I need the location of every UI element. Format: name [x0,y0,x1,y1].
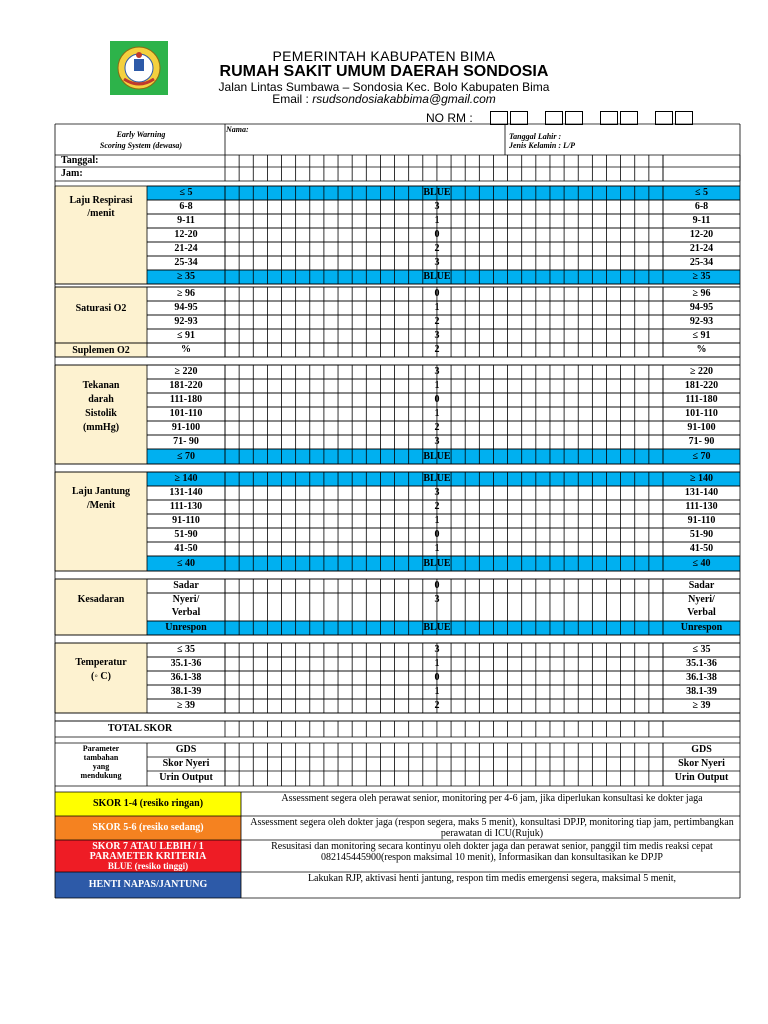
score-value: 1 [434,543,440,554]
range-left: ≥ 96 [177,288,195,299]
range-left: 91-100 [171,422,201,433]
param-tambahan-label: mendukung [80,771,122,780]
score-value: BLUE [423,271,451,282]
score-value: 3 [434,366,440,377]
range-left: 101-110 [169,408,203,419]
range-left: 91-110 [172,515,200,526]
range-left: 41-50 [174,543,198,554]
section-saturasi-label: Saturasi O2 [75,303,127,314]
range-right: 51-90 [689,529,714,540]
range-left: Nyeri/ [172,594,200,605]
section-suplemen-label: Suplemen O2 [72,345,130,356]
spacer-row [55,357,740,365]
range-left: ≤ 40 [177,558,195,569]
range-left: 181-220 [169,380,203,391]
range-left: 35.1-36 [170,658,202,669]
score-value: 3 [434,644,440,655]
tgl-lahir-label: Tanggal Lahir : [509,132,562,141]
param-label-fill [55,579,147,635]
section-tekanan-darah-label: Tekanan [82,380,120,391]
section-kesadaran-label: Kesadaran [77,594,125,605]
score-value: 1 [434,215,440,226]
range-left: Unrespon [165,622,207,633]
range-left: Verbal [171,607,201,618]
range-right: 38.1-39 [686,686,717,697]
range-right: 41-50 [689,543,714,554]
param-right: Urin Output [674,772,729,783]
header-address: Jalan Lintas Sumbawa – Sondosia Kec. Bolo Kabupaten Bima [218,80,550,94]
range-right: Nyeri/ [688,594,715,605]
nama-label: Nama: [226,125,249,134]
range-right: Verbal [687,607,716,618]
range-left: 21-24 [174,243,198,254]
range-right: 94-95 [689,302,714,313]
legend-henti-text: Lakukan RJP, aktivasi henti jantung, respon tim medis emergensi segera, maksimal 5 menit, [307,873,677,884]
score-value: 2 [434,422,440,433]
range-right: ≤ 91 [692,330,711,341]
range-right: 181-220 [684,380,719,391]
score-value: 1 [434,302,440,313]
range-right: 12-20 [689,229,714,240]
section-tekanan-darah-label: Sistolik [85,408,117,419]
range-left: ≥ 35 [177,271,195,282]
param-tambahan-label: tambahan [83,753,119,762]
param-left: Urin Output [159,772,213,783]
legend-sedang-label: SKOR 5-6 (resiko sedang) [92,822,204,833]
spacer-row [55,635,740,643]
range-right: 111-180 [685,394,718,405]
spacer-row [55,571,740,579]
score-value: 2 [434,316,440,327]
score-value: 2 [434,344,440,355]
section-laju-respirasi-label: Laju Respirasi [69,195,133,206]
score-value: BLUE [423,473,451,484]
range-left: % [181,344,191,355]
score-value: 3 [434,257,440,268]
range-left: 111-180 [169,394,203,405]
range-right: % [696,344,707,355]
score-value: BLUE [423,451,451,462]
score-value: 1 [434,515,440,526]
range-right: 91-110 [687,515,716,526]
range-right: ≥ 39 [692,700,711,711]
score-value: 0 [434,229,440,240]
range-left: ≤ 70 [177,451,195,462]
score-value: 2 [434,700,440,711]
range-left: 92-93 [174,316,198,327]
jam-label: Jam: [61,168,83,179]
legend-tinggi-line3: BLUE (resiko tinggi) [107,861,189,871]
param-right: GDS [691,744,712,755]
total-skor-label: TOTAL SKOR [107,723,173,734]
legend-tinggi-line2: PARAMETER KRITERIA [89,851,207,862]
range-right: 101-110 [685,408,718,419]
param-left: GDS [175,744,197,755]
range-left: 51-90 [174,529,198,540]
range-left: ≤ 5 [179,187,193,198]
range-left: Sadar [173,580,199,591]
score-value: 1 [434,658,440,669]
range-left: ≤ 91 [177,330,195,341]
section-laju-jantung-label: Laju Jantung [71,486,131,497]
param-tambahan-label: Parameter [82,744,120,753]
header-line-government: PEMERINTAH KABUPATEN BIMA [272,48,496,64]
section-tekanan-darah-label: (mmHg) [82,422,120,433]
score-value: 2 [434,243,440,254]
range-right: ≤ 40 [692,558,711,569]
legend-ringan-label: SKOR 1-4 (resiko ringan) [92,798,204,809]
score-value: BLUE [423,187,451,198]
jenis-kelamin-label: Jenis Kelamin : L/P [509,141,575,150]
range-right: 71- 90 [688,436,715,447]
range-right: ≤ 35 [692,644,711,655]
range-left: ≥ 140 [174,473,198,484]
range-right: 131-140 [684,487,719,498]
score-value: 3 [434,330,440,341]
range-left: ≥ 39 [177,700,195,711]
score-value: 3 [434,436,440,447]
score-value: 1 [434,380,440,391]
range-right: Unrespon [680,622,723,633]
range-left: 131-140 [169,487,203,498]
score-value: 0 [434,580,440,591]
range-right: 9-11 [692,215,711,226]
range-left: 25-34 [174,257,198,268]
range-right: ≥ 140 [690,473,713,484]
score-value: 3 [434,487,440,498]
score-value: 0 [434,672,440,683]
header-email-label: Email : [272,92,313,106]
range-right: ≥ 220 [690,366,713,377]
legend-tinggi-text: Resusitasi dan monitoring secara kontinyu oleh dokter jaga dan perawat senior, panggil tim medis reaksi cepat 082145445900(respon maksimal 10 menit), Informasikan dan konsultasikan ke DPJP [271,841,713,863]
range-left: 94-95 [174,302,198,313]
score-value: 3 [434,594,440,605]
legend-sedang-text: Assessment segera oleh dokter jaga (respon segera, maks 5 menit), konsultasi DPJP, monitoring tiap jam, pertimbangkan perawatan di ICU(Rujuk) [250,817,734,839]
score-value: BLUE [423,622,451,633]
range-right: 111-130 [685,501,718,512]
ews-title: Early Warning [116,130,166,139]
range-right: 92-93 [689,316,714,327]
section-laju-jantung-label: /Menit [86,500,116,511]
range-left: 6-8 [179,201,193,212]
legend-tinggi-line1: SKOR 7 ATAU LEBIH / 1 [92,841,204,852]
param-label-fill [55,287,147,343]
range-left: 12-20 [174,229,198,240]
score-value: 3 [434,201,440,212]
score-value: 2 [434,501,440,512]
score-value: 0 [434,529,440,540]
header-hospital-name: RUMAH SAKIT UMUM DAERAH SONDOSIA [219,63,549,80]
range-right: 91-100 [687,422,716,433]
range-right: ≥ 96 [692,288,711,299]
range-right: 36.1-38 [686,672,717,683]
range-right: 21-24 [689,243,714,254]
section-tekanan-darah-label: darah [88,394,114,405]
param-left: Skor Nyeri [162,758,210,769]
range-right: 25-34 [689,257,714,268]
range-left: 9-11 [177,215,195,226]
range-left: ≤ 35 [177,644,195,655]
score-value: 1 [434,408,440,419]
range-left: 36.1-38 [170,672,202,683]
section-temperatur-label: (◦ C) [91,671,111,682]
spacer-row [55,284,740,287]
spacer-row [55,713,740,721]
ews-subtitle: Scoring System (dewasa) [99,141,183,150]
param-right: Skor Nyeri [678,758,725,769]
score-value: 1 [434,686,440,697]
section-temperatur-label: Temperatur [75,657,127,668]
tanggal-label: Tanggal: [61,155,99,166]
range-right: 6-8 [694,201,709,212]
legend-ringan-text: Assessment segera oleh perawat senior, monitoring per 4-6 jam, jika diperlukan konsultasi ke dokter jaga [281,793,703,804]
header-email: rsudsondosiakabbima@gmail.com [312,92,496,106]
range-left: 38.1-39 [170,686,202,697]
score-value: 0 [434,288,440,299]
range-right: 35.1-36 [686,658,717,669]
range-right: Sadar [688,580,715,591]
range-right: ≤ 70 [692,451,711,462]
spacer-row [55,464,740,472]
range-left: 71- 90 [173,436,199,447]
range-left: ≥ 220 [174,366,198,377]
score-value: 0 [434,394,440,405]
no-rm-label: NO RM : [426,111,473,125]
param-tambahan-label: yang [92,762,110,771]
section-laju-respirasi-label: /menit [87,208,115,219]
range-right: ≤ 5 [695,187,708,198]
range-right: ≥ 35 [692,271,711,282]
range-left: 111-130 [169,501,203,512]
legend-henti-label: HENTI NAPAS/JANTUNG [88,879,208,890]
score-value: BLUE [423,558,451,569]
